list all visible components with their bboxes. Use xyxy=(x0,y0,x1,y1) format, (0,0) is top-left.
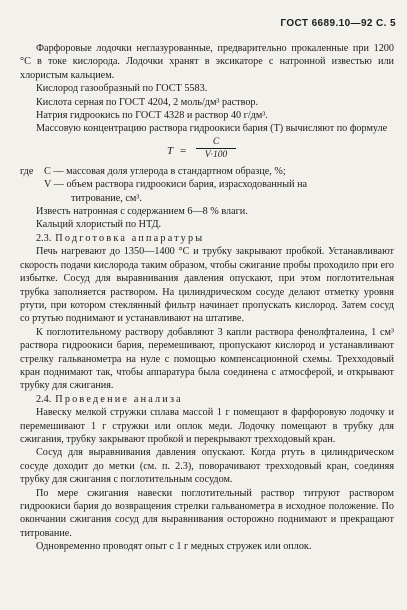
formula-numerator: C xyxy=(196,137,236,149)
reagent-line: Кальций хлористый по НТД. xyxy=(36,219,162,231)
reagent-line: Кислород газообразный по ГОСТ 5583. xyxy=(36,83,208,95)
formula xyxy=(20,137,394,165)
page-header: ГОСТ 6689.10—92 С. 5 xyxy=(280,18,396,29)
paragraph: Массовую концентрацию раствора гидроокиси бария (Т) вычисляют по формуле xyxy=(36,123,388,135)
legend-v-text: V — объем раствора гидроокиси бария, израсходованный на xyxy=(44,179,308,191)
paragraph: Печь нагревают до 1350—1400 °С и трубку закрывают пробкой. Устанавливают скорость подачи кислорода таким образом, чтобы сжигание пробы проходило при его избытке. Сосуд для выравнивания давления опускают, при этом поглотительная трубка заполняется раствором. На цилиндрическом сосуде делают отметку уровня ртути, при котором стеклянный фильтр начинает пропускать кислород. Затем сосуд со ртутью поднимают и устанавливают на штативе. xyxy=(20,246,394,325)
paragraph: Навеску мелкой стружки сплава массой 1 г помещают в фарфоровую лодочку и перемешивают 1 г стружки или оплок меди. Лодочку помещают в трубку для сжигания, трубку закрывают пробкой и перекрывают трехходовый кран. xyxy=(20,407,394,445)
paragraph: К поглотительному раствору добавляют 3 капли раствора фенолфталеина, 1 см³ раствора гидроокиси бария, перемешивают, пропускают кислород и устанавливают стрелку гальванометра на нуле с помощью компенсационной схемы. Трехходовый кран поднимают так, чтобы аппаратура была соединена с атмосферой, и открывают трубку для сжигания. xyxy=(20,326,394,392)
formula-legend-c xyxy=(20,165,394,178)
section-heading-2-3 xyxy=(20,232,394,245)
where-label: где xyxy=(20,165,34,177)
reagent-line: Кислота серная по ГОСТ 4204, 2 моль/дм³ раствор. xyxy=(36,96,259,108)
section-title: Проведение анализа xyxy=(55,393,183,405)
formula-fraction xyxy=(196,137,236,161)
paragraph: Фарфоровые лодочки неглазурованные, предварительно прокаленные при 1200 °С в токе кислорода. Лодочки хранят в эксикаторе с натронной известью или хлористым кальцием. xyxy=(20,43,394,81)
legend-c-text: C — массовая доля углерода в стандартном образце, %; xyxy=(44,165,286,177)
paragraph: Одновременно проводят опыт с 1 г медных стружек или оплок. xyxy=(36,541,312,553)
section-number: 2.3. xyxy=(36,232,52,244)
reagent-line: Натрия гидроокись по ГОСТ 4328 и раствор 40 г/дм³. xyxy=(36,110,268,122)
document-body xyxy=(20,42,394,554)
legend-v-continuation: титрование, см³. xyxy=(71,192,142,204)
formula-denominator: V·100 xyxy=(204,149,228,160)
formula-lhs: T xyxy=(167,144,174,157)
formula-legend-v xyxy=(20,178,394,191)
section-heading-2-4 xyxy=(20,393,394,406)
reagent-line: Известь натронная с содержанием 6—8 % влаги. xyxy=(36,206,248,218)
paragraph: Сосуд для выравнивания давления опускают. Когда ртуть в цилиндрическом сосуде доходит до метки (см. п. 2.3), поворачивают трехходовый кран, соединяя трубку для сжигания с поглотительным сосудом. xyxy=(20,447,394,486)
section-number: 2.4. xyxy=(36,393,52,405)
formula-equals: = xyxy=(180,144,187,157)
section-title: Подготовка аппаратуры xyxy=(55,232,205,244)
paragraph: По мере сжигания навески поглотительный раствор титруют раствором гидроокиси бария до возвращения стрелки гальванометра в исходное положение. По окончании сжигания сосуд для выравнивания осторожно поднимают и прекращают титрование. xyxy=(20,487,394,539)
